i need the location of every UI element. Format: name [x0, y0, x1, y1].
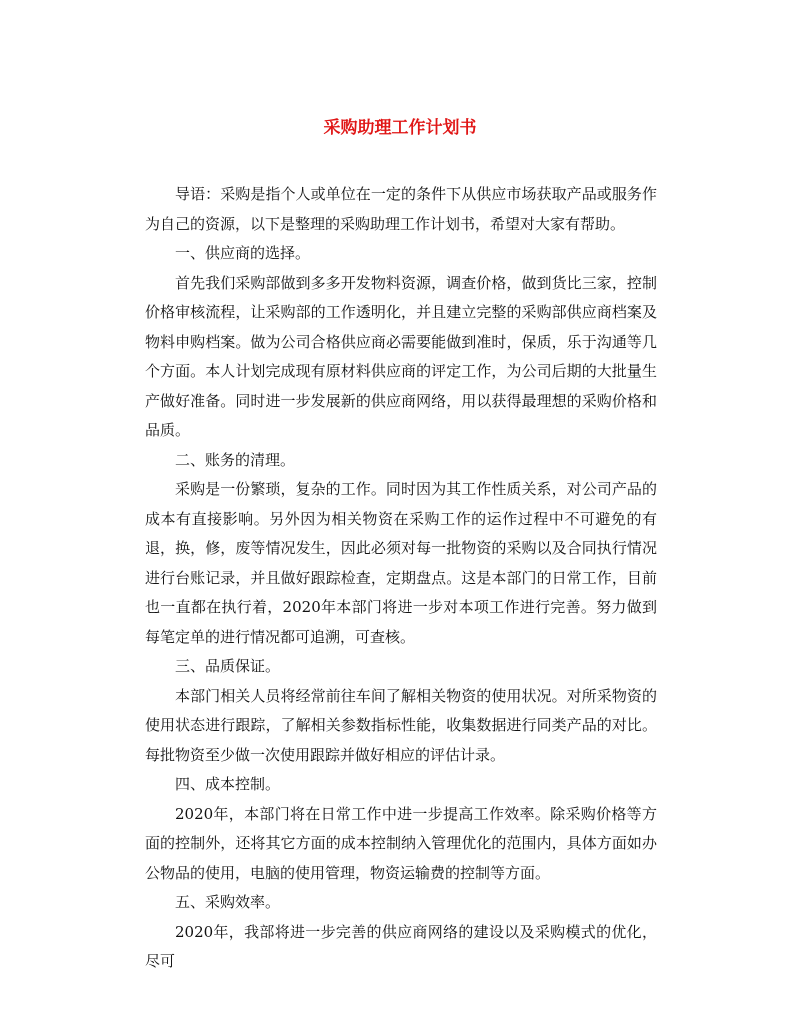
section-heading-5: 五、采购效率。	[175, 893, 281, 911]
document-body	[145, 180, 657, 977]
document-title: 采购助理工作计划书	[323, 118, 477, 138]
section-heading-2: 二、账务的清理。	[175, 450, 296, 469]
section-heading-1: 一、供应商的选择。	[175, 244, 311, 262]
paragraph-cost: 2020年，本部门将在日常工作中进一步提高工作效率。除采购价格等方面的控制外，还将其它方面的成本控制纳入管理优化的范围内，具体方面如办公物品的使用，电脑的使用管理，物资运输费的控制等方面。	[145, 804, 657, 882]
paragraph-quality: 本部门相关人员将经常前往车间了解相关物资的使用状况。对所采物资的使用状态进行跟踪，了解相关参数指标性能，收集数据进行同类产品的对比。每批物资至少做一次使用跟踪并做好相应的评估计录。	[145, 686, 657, 764]
paragraph-supplier: 首先我们采购部做到多多开发物料资源，调查价格，做到货比三家，控制价格审核流程，让采购部的工作透明化，并且建立完整的采购部供应商档案及物料申购档案。做为公司合格供应商必需要能做到准时，保质，乐于沟通等几个方面。本人计划完成现有原材料供应商的评定工作，为公司后期的大批量生产做好准备。同时进一步发展新的供应商网络，用以获得最理想的采购价格和品质。	[145, 273, 657, 439]
paragraph-efficiency: 2020年，我部将进一步完善的供应商网络的建设以及采购模式的优化，尽可	[145, 922, 657, 970]
section-heading-3: 三、品质保证。	[175, 657, 281, 675]
paragraph-accounts: 采购是一份繁琐，复杂的工作。同时因为其工作性质关系，对公司产品的成本有直接影响。另外因为相关物资在采购工作的运作过程中不可避免的有退，换，修，废等情况发生，因此必须对每一批物资的采购以及合同执行情况进行台账记录，并且做好跟踪检查，定期盘点。这是本部门的日常工作，目前也一直都在执行着，2020年本部门将进一步对本项工作进行完善。努力做到每笔定单的进行情况都可追溯，可查核。	[145, 480, 657, 646]
section-heading-4: 四、成本控制。	[175, 775, 281, 793]
paragraph-intro: 导语：采购是指个人或单位在一定的条件下从供应市场获取产品或服务作为自己的资源，以下是整理的采购助理工作计划书，希望对大家有帮助。	[145, 185, 657, 233]
